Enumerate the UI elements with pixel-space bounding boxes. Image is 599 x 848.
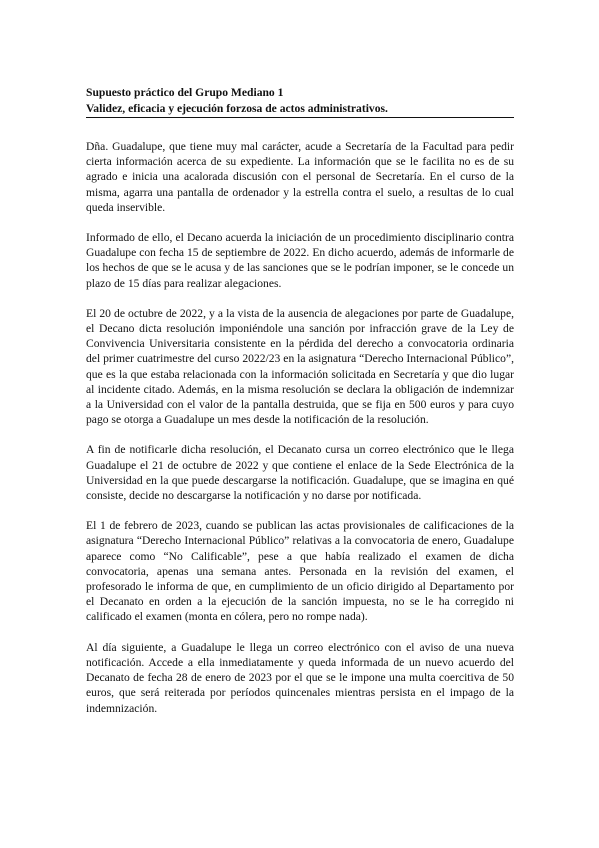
document-page	[86, 85, 514, 731]
heading-line-1: Supuesto práctico del Grupo Mediano 1	[86, 86, 284, 99]
paragraph-6: Al día siguiente, a Guadalupe le llega un correo electrónico con el aviso de una nueva notificación. Accede a ella inmediatamente y queda informada de un nuevo acuerdo del Decanato de fecha 28 de enero de 2023 por el que se le impone una multa coercitiva de 50 euros, que será reiterada por períodos quincenales mientras persista en el impago de la indemnización.	[86, 640, 514, 715]
document-heading	[86, 85, 514, 118]
paragraph-2: Informado de ello, el Decano acuerda la iniciación de un procedimiento disciplinario contra Guadalupe con fecha 15 de septiembre de 2022. En dicho acuerdo, además de informarle de los hechos de que se le acusa y de las sanciones que se le podrían imponer, se le concede un plazo de 15 días para realizar alegaciones.	[86, 231, 514, 290]
heading-line-2: Validez, eficacia y ejecución forzosa de actos administrativos.	[86, 101, 388, 115]
paragraph-4: A fin de notificarle dicha resolución, el Decanato cursa un correo electrónico que le llega Guadalupe el 21 de octubre de 2022 y que contiene el enlace de la Sede Electrónica de la Universidad en la que puede descargarse la notificación. Guadalupe, que se imagina en qué consiste, decide no descargarse la notificación y no darse por notificada.	[86, 443, 514, 503]
document-body	[86, 139, 514, 716]
paragraph-3: El 20 de octubre de 2022, y a la vista de la ausencia de alegaciones por parte de Guadalupe, el Decano dicta resolución imponiéndole una sanción por infracción grave de la Ley de Convivencia Universitaria consistente en la pérdida del derecho a convocatoria ordinaria del primer cuatrimestre del curso 2022/23 en la asignatura “Derecho Internacional Público”, que es la que estaba relacionada con la información solicitada en Secretaría y que dio lugar al incidente citado. Además, en la misma resolución se declara la obligación de indemnizar a la Universidad con el valor de la pantalla destruida, que se fija en 500 euros y para cuyo pago se otorga a Guadalupe un mes desde la notificación de la resolución.	[86, 306, 514, 427]
paragraph-1: Dña. Guadalupe, que tiene muy mal carácter, acude a Secretaría de la Facultad para pedir cierta información acerca de su expediente. La información que se le facilita no es de su agrado e inicia una acalorada discusión con el personal de Secretaría. En el curso de la misma, agarra una pantalla de ordenador y la estrella contra el suelo, a resultas de lo cual queda inservible.	[86, 140, 514, 214]
paragraph-5: El 1 de febrero de 2023, cuando se publican las actas provisionales de calificaciones de la asignatura “Derecho Internacional Público” relativas a la convocatoria de enero, Guadalupe aparece como “No Calificable”, pese a que había realizado el examen de dicha convocatoria, apenas una semana antes. Personada en la revisión del examen, el profesorado le informa de que, en cumplimiento de un oficio dirigido al Departamento por el Decanato en orden a la ejecución de la sanción impuesta, no se le ha corregido ni calificado el examen (monta en cólera, pero no rompe nada).	[86, 519, 514, 624]
